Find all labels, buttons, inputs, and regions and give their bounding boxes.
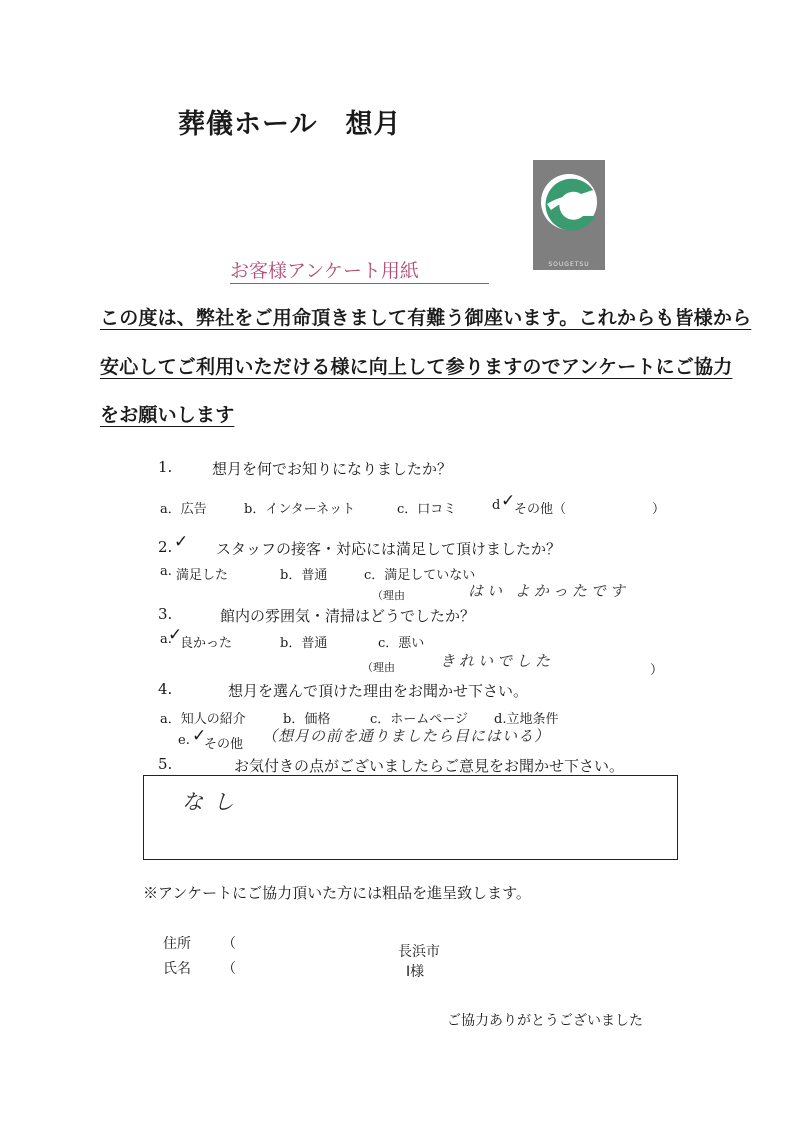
q4-text: 想月を選んで頂けた理由をお聞かせ下さい。 [228,682,529,700]
q3-option-a: a. [160,632,172,647]
q4-number: 4. [158,680,173,698]
q2-reason-label: （理由 [372,589,405,602]
q2-option-b: b．普通 [280,568,328,583]
logo-text: SOUGETSU [548,261,590,268]
q1-option-b: b．インターネット [244,502,356,517]
name-paren: （ [222,961,236,977]
q2-reason-handwritten: はい よかったです [468,582,629,600]
q3-check-mark: ✓ [168,625,183,645]
address-label: 住所 [163,936,191,952]
q4-option-b: b．価格 [283,712,331,727]
name-label: 氏名 [163,961,191,977]
q2-option-a: a. [160,564,172,579]
q1-check-mark: ✓ [501,491,516,511]
q3-reason-handwritten: きれいでした [440,652,555,670]
q3-option-a-label: 良かった [180,636,233,651]
q3-option-b: b．普通 [280,636,328,651]
q4-option-a: a．知人の紹介 [160,712,246,727]
q2-option-a-label: 満足した [176,568,229,583]
page-title: 葬儀ホール 想月 [178,109,402,140]
address-paren: （ [222,936,236,952]
thanks-text: ご協力ありがとうございました [447,1013,643,1029]
q4-option-d: d.立地条件 [494,712,559,727]
q4-check-mark: ✓ [192,726,207,746]
q2-option-c: c．満足していない [364,568,476,583]
q1-option-d-prefix: d [492,498,501,513]
q1-option-a: a．広告 [160,502,207,517]
q4-option-e: e. [178,733,190,748]
q3-reason-label: （理由 [362,661,395,674]
q2-number: 2. [158,538,173,556]
q5-text: お気付きの点がございましたらご意見をお聞かせ下さい。 [234,757,625,775]
form-subtitle: お客様アンケート用紙 [230,256,489,284]
comment-box [143,775,678,860]
q4-option-c: c．ホームページ [370,712,469,727]
intro-line-2: 安心してご利用いただける様に向上して参りますのでアンケートにご協力 [100,356,733,378]
address-value: 長浜市 [398,944,440,960]
q2-text: スタッフの接客・対応には満足して頂けましたか？ [216,540,562,558]
name-value: I様 [406,964,425,980]
q4-other-handwritten: （想月の前を通りましたら目にはいる） [262,727,551,745]
q3-text: 館内の雰囲気・清掃はどうでしたか？ [220,607,476,625]
q3-option-c: c．悪い [378,636,425,651]
q3-number: 3. [158,605,173,623]
q1-number: 1. [158,458,173,476]
intro-line-1: この度は、弊社をご用命頂きまして有難う御座います。これからも皆様から [100,307,752,329]
company-logo [533,160,605,270]
logo-emblem-icon [533,160,605,260]
q4-option-e-label: その他 [204,737,244,752]
intro-line-3: をお願いします [100,404,235,426]
q1-text: 想月を何でお知りになりましたか？ [212,460,453,478]
q1-option-c: c．口コミ [397,502,457,517]
q5-number: 5. [158,755,173,773]
gift-note: ※アンケートにご協力頂いた方には粗品を進呈致します。 [143,884,531,902]
q5-answer-handwritten: なし [182,790,244,814]
q3-reason-close: ） [650,663,664,678]
q1-option-d-close: ） [652,502,666,517]
q1-option-d: その他（ [514,502,567,517]
q2-check-mark: ✓ [174,532,189,552]
